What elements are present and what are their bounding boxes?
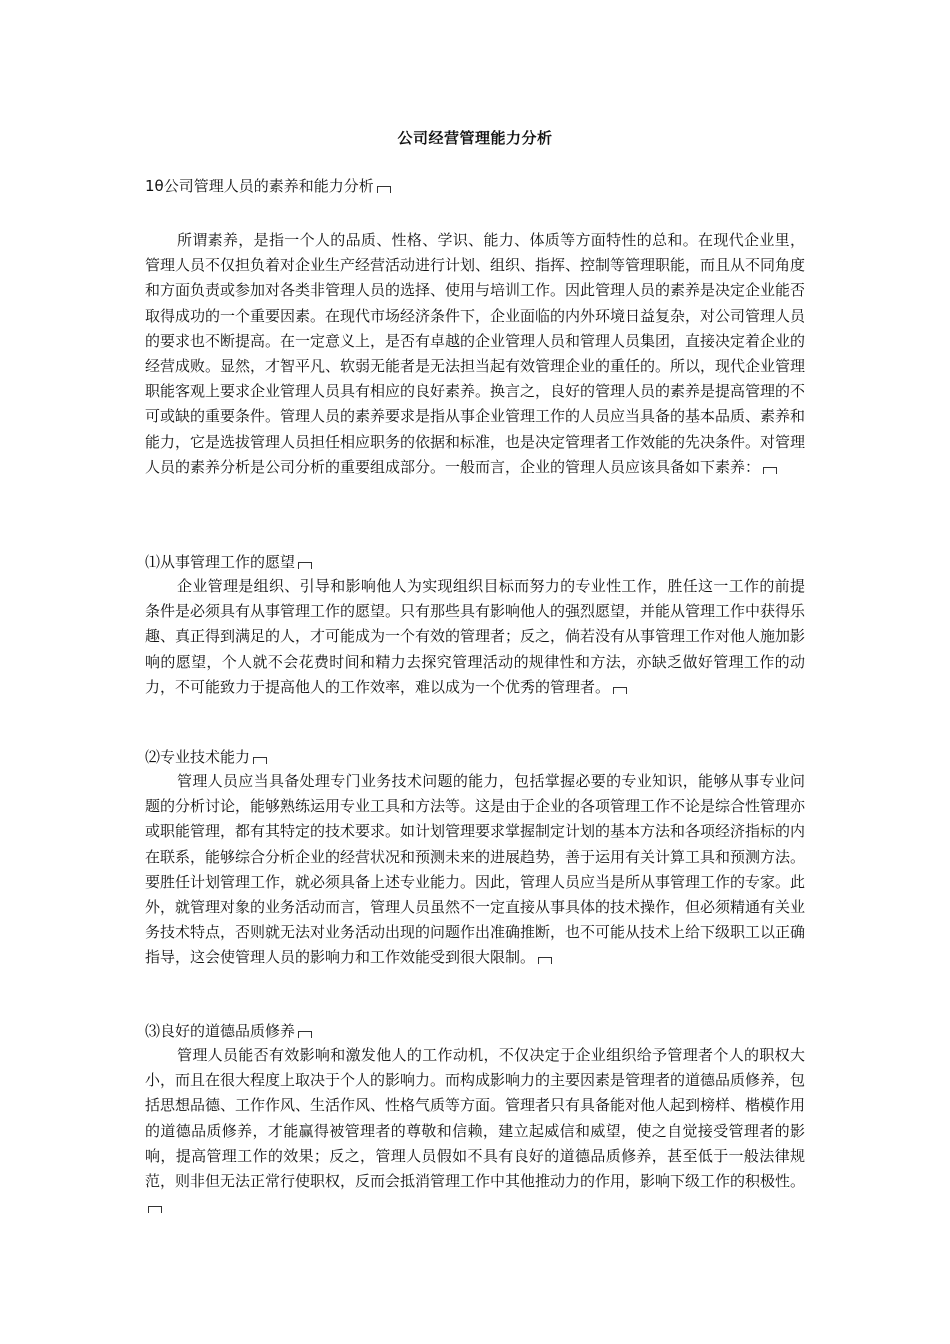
- subsection-body-1-text: 企业管理是组织、引导和影响他人为实现组织目标而努力的专业性工作，胜任这一工作的前提条件是必须具有从事管理工作的愿望。只有那些具有影响他人的强烈愿望，并能从管理工作中获得乐趣、真正得到满足的人，才可能成为一个有效的管理者；反之，倘若没有从事管理工作对他人施加影响的愿望，个人就不会花费时间和精力去探究管理活动的规律性和方法，亦缺乏做好管理工作的动力，不可能致力于提高他人的工作效率，难以成为一个优秀的管理者。: [145, 577, 806, 696]
- subsection-body-3: [145, 1043, 805, 1219]
- paragraph-mark-icon: [253, 757, 267, 764]
- paragraph-mark-icon: [298, 1031, 312, 1038]
- subsection-heading-2: [145, 747, 815, 767]
- section-heading-text: 1θ公司管理人员的素养和能力分析: [145, 177, 374, 195]
- paragraph-mark-icon: [377, 186, 391, 193]
- subsection-body-3-text: 管理人员能否有效影响和激发他人的工作动机，不仅决定于企业组织给予管理者个人的职权大小，而且在很大程度上取决于个人的影响力。而构成影响力的主要因素是管理者的道德品质修养，包括思想品德、工作作风、生活作风、性格气质等方面。管理者只有具备能对他人起到榜样、楷模作用的道德品质修养，才能赢得被管理者的尊敬和信赖，建立起威信和威望，使之自觉接受管理者的影响，提高管理工作的效果；反之，管理人员假如不具有良好的道德品质修养，甚至低于一般法律规范，则非但无法正常行使职权，反而会抵消管理工作中其他推动力的作用，影响下级工作的积极性。: [145, 1046, 806, 1191]
- subsection-heading-1-text: ⑴从事管理工作的愿望: [145, 553, 296, 571]
- subsection-heading-3: [145, 1021, 815, 1041]
- subsection-heading-1: [145, 552, 815, 572]
- section-heading: [145, 176, 815, 196]
- subsection-body-2-text: 管理人员应当具备处理专门业务技术问题的能力，包括掌握必要的专业知识，能够从事专业问题的分析讨论，能够熟练运用专业工具和方法等。这是由于企业的各项管理工作不论是综合性管理亦或职能管理，都有其特定的技术要求。如计划管理要求掌握制定计划的基本方法和各项经济指标的内在联系，能够综合分析企业的经营状况和预测未来的进展趋势，善于运用有关计算工具和预测方法。要胜任计划管理工作，就必须具备上述专业能力。因此，管理人员应当是所从事管理工作的专家。此外，就管理对象的业务活动而言，管理人员虽然不一定直接从事具体的技术操作，但必须精通有关业务技术特点，否则就无法对业务活动出现的问题作出准确推断，也不可能从技术上给下级职工以正确指导，这会使管理人员的影响力和工作效能受到很大限制。: [145, 772, 806, 967]
- intro-text: 所谓素养，是指一个人的品质、性格、学识、能力、体质等方面特性的总和。在现代企业里，管理人员不仅担负着对企业生产经营活动进行计划、组织、指挥、控制等管理职能，而且从不同角度和方面负责或参加对各类非管理人员的选择、使用与培训工作。因此管理人员的素养是决定企业能否取得成功的一个重要因素。在现代市场经济条件下，企业面临的内外环境日益复杂，对公司管理人员的要求也不断提高。在一定意义上，是否有卓越的企业管理人员和管理人员集团，直接决定着企业的经营成败。显然，才智平凡、软弱无能者是无法担当起有效管理企业的重任的。所以，现代企业管理职能客观上要求企业管理人员具有相应的良好素养。换言之，良好的管理人员的素养是提高管理的不可或缺的重要条件。管理人员的素养要求是指从事企业管理工作的人员应当具备的基本品质、素养和能力，它是选拔管理人员担任相应职务的依据和标准，也是决定管理者工作效能的先决条件。对管理人员的素养分析是公司分析的重要组成部分。一般而言，企业的管理人员应该具备如下素养：: [145, 231, 806, 476]
- paragraph-mark-icon: [298, 562, 312, 569]
- paragraph-mark-icon: [148, 1206, 162, 1213]
- intro-paragraph: [145, 228, 805, 480]
- subsection-body-1: [145, 574, 805, 700]
- subsection-heading-3-text: ⑶良好的道德品质修养: [145, 1022, 296, 1040]
- paragraph-mark-icon: [538, 957, 552, 964]
- subsection-body-2: [145, 769, 805, 971]
- subsection-heading-2-text: ⑵专业技术能力: [145, 748, 251, 766]
- document-title: 公司经营管理能力分析: [397, 129, 553, 147]
- paragraph-mark-icon: [763, 467, 777, 474]
- paragraph-mark-icon: [613, 687, 627, 694]
